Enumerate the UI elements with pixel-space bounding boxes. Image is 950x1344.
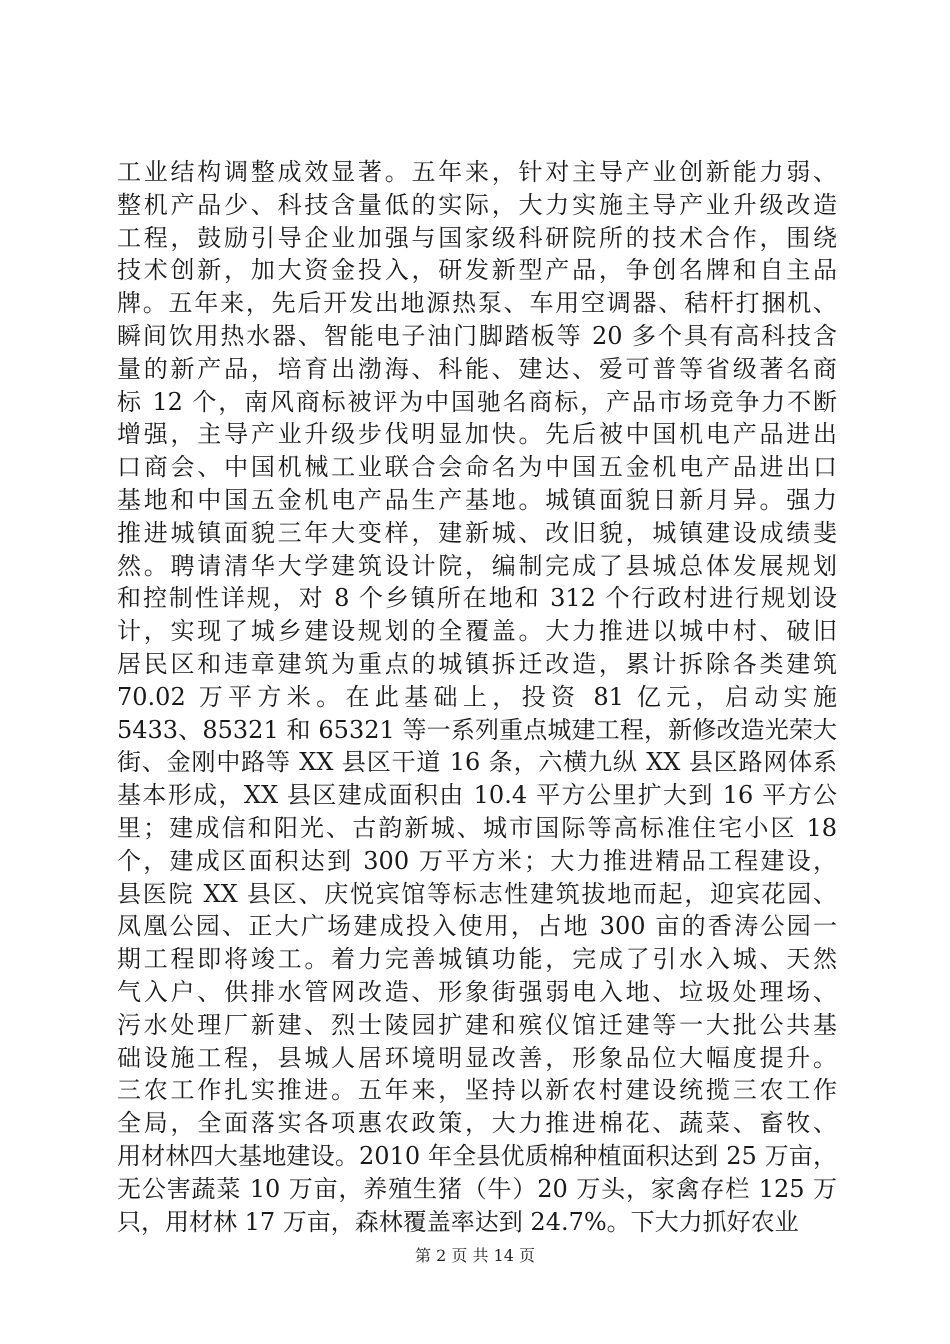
text-line: 居民区和违章建筑为重点的城镇拆迁改造，累计拆除各类建筑 (117, 649, 837, 678)
text-line: 技术创新，加大资金投入，研发新型产品，争创名牌和自主品 (117, 256, 837, 285)
text-line: 牌。五年来，先后开发出地源热泵、车用空调器、秸杆打捆机、 (117, 289, 837, 318)
text-line: 全局，全面落实各项惠农政策，大力推进棉花、蔬菜、畜牧、 (117, 1109, 837, 1138)
text-line: 5433、85321 和 65321 等一系列重点城建工程，新修改造光荣大 (117, 715, 837, 744)
text-line: 凤凰公园、正大广场建成投入使用，占地 300 亩的香涛公园一 (117, 912, 837, 941)
text-line: 瞬间饮用热水器、智能电子油门脚踏板等 20 多个具有高科技含 (117, 321, 837, 350)
text-line: 整机产品少、科技含量低的实际，大力实施主导产业升级改造 (117, 190, 837, 219)
text-line: 增强，主导产业升级步伐明显加快。先后被中国机电产品进出 (117, 420, 837, 449)
text-line: 工业结构调整成效显著。五年来，针对主导产业创新能力弱、 (117, 158, 837, 186)
text-line: 个，建成区面积达到 300 万平方米；大力推进精品工程建设， (117, 846, 837, 875)
text-line: 三农工作扎实推进。五年来，坚持以新农村建设统揽三农工作 (117, 1076, 837, 1105)
text-line: 无公害蔬菜 10 万亩，养殖生猪（牛）20 万头，家禽存栏 125 万 (117, 1174, 837, 1203)
text-line: 里；建成信和阳光、古韵新城、城市国际等高标准住宅小区 18 (117, 813, 837, 842)
text-line: 气入户、供排水管网改造、形象街强弱电入地、垃圾处理场、 (117, 977, 837, 1006)
text-line: 用材林四大基地建设。2010 年全县优质棉种植面积达到 25 万亩， (117, 1141, 837, 1170)
text-line: 标 12 个，南风商标被评为中国驰名商标，产品市场竞争力不断 (117, 387, 837, 416)
text-line: 污水处理厂新建、烈士陵园扩建和殡仪馆迁建等一大批公共基 (117, 1010, 837, 1039)
text-line: 县医院 XX 县区、庆悦宾馆等标志性建筑拔地而起，迎宾花园、 (117, 879, 837, 908)
text-line: 和控制性详规，对 8 个乡镇所在地和 312 个行政村进行规划设 (117, 584, 837, 613)
text-line: 量的新产品，培育出渤海、科能、建达、爱可普等省级著名商 (117, 354, 837, 383)
text-line: 然。聘请清华大学建筑设计院，编制完成了县城总体发展规划 (117, 551, 837, 580)
text-line: 期工程即将竣工。着力完善城镇功能，完成了引水入城、天然 (117, 945, 837, 974)
text-line: 计，实现了城乡建设规划的全覆盖。大力推进以城中村、破旧 (117, 617, 837, 646)
text-line: 街、金刚中路等 XX 县区干道 16 条，六横九纵 XX 县区路网体系 (117, 748, 837, 777)
text-line: 工程，鼓励引导企业加强与国家级科研院所的技术合作，围绕 (117, 223, 837, 252)
text-line: 基本形成，XX 县区建成面积由 10.4 平方公里扩大到 16 平方公 (117, 781, 837, 810)
text-line: 基地和中国五金机电产品生产基地。城镇面貌日新月异。强力 (117, 485, 837, 514)
text-line: 础设施工程，县城人居环境明显改善，形象品位大幅度提升。 (117, 1043, 837, 1072)
text-line: 70.02 万平方米。在此基础上，投资 81 亿元，启动实施 (117, 682, 837, 711)
page-number-footer: 第 2 页 共 14 页 (415, 1246, 535, 1265)
text-line: 口商会、中国机械工业联合会命名为中国五金机电产品进出口 (117, 453, 837, 482)
text-line: 只，用材林 17 万亩，森林覆盖率达到 24.7%。下大力抓好农业 (117, 1207, 799, 1236)
text-line: 推进城镇面貌三年大变样，建新城、改旧貌，城镇建设成绩斐 (117, 518, 837, 547)
body-paragraph (117, 156, 837, 1238)
